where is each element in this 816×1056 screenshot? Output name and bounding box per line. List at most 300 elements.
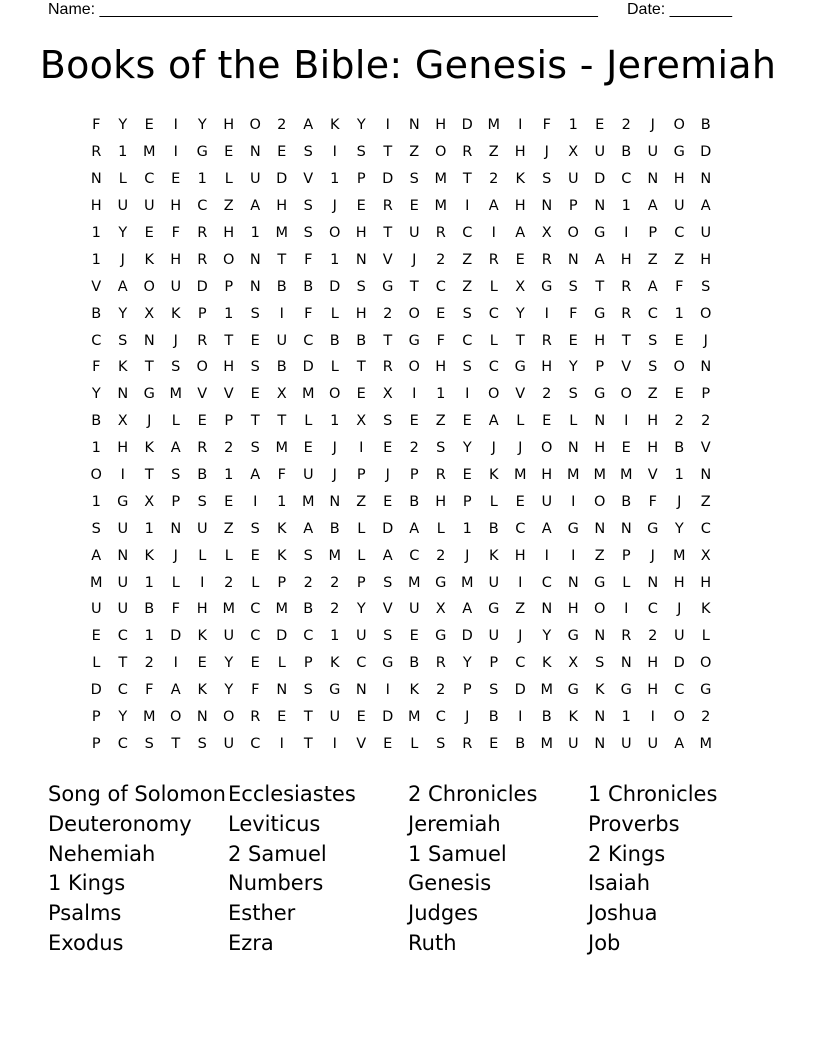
grid-letter[interactable]: H (647, 440, 659, 457)
grid-letter[interactable]: I (544, 305, 549, 322)
grid-letter[interactable]: R (435, 225, 446, 241)
grid-letter[interactable]: X (144, 305, 155, 322)
grid-letter[interactable]: U (223, 735, 235, 752)
grid-letter[interactable]: I (412, 386, 417, 403)
grid-letter[interactable]: 1 (330, 251, 340, 268)
grid-letter[interactable]: H (647, 413, 659, 430)
grid-letter[interactable]: C (462, 332, 473, 349)
grid-letter[interactable]: K (409, 682, 419, 699)
grid-letter[interactable]: I (544, 547, 549, 564)
grid-letter[interactable]: T (383, 332, 393, 349)
grid-letter[interactable]: B (329, 520, 340, 537)
grid-letter[interactable]: 2 (383, 305, 393, 322)
grid-letter[interactable]: 1 (277, 493, 287, 510)
grid-letter[interactable]: N (249, 251, 261, 268)
grid-letter[interactable]: H (170, 198, 182, 215)
grid-letter[interactable]: L (357, 547, 366, 564)
grid-letter[interactable]: M (434, 198, 447, 215)
grid-letter[interactable]: F (648, 493, 657, 510)
grid-letter[interactable]: A (303, 520, 314, 537)
grid-letter[interactable]: H (435, 117, 447, 134)
grid-letter[interactable]: L (330, 305, 339, 322)
grid-letter[interactable]: E (409, 413, 419, 430)
grid-letter[interactable]: Y (118, 305, 128, 322)
grid-letter[interactable]: E (489, 735, 499, 752)
grid-letter[interactable]: A (91, 547, 102, 564)
grid-letter[interactable]: C (250, 628, 261, 645)
grid-letter[interactable]: K (170, 305, 181, 322)
grid-letter[interactable]: C (541, 574, 552, 591)
grid-letter[interactable]: E (356, 709, 366, 726)
grid-letter[interactable]: E (91, 628, 101, 645)
grid-letter[interactable]: S (356, 278, 366, 295)
grid-letter[interactable]: N (567, 251, 579, 268)
grid-letter[interactable]: L (224, 171, 233, 188)
grid-letter[interactable]: I (173, 117, 178, 134)
grid-letter[interactable]: Z (435, 413, 446, 430)
grid-letter[interactable]: K (594, 682, 605, 699)
grid-letter[interactable]: B (91, 305, 102, 322)
grid-letter[interactable]: E (197, 413, 207, 430)
grid-letter[interactable]: N (541, 198, 553, 215)
grid-letter[interactable]: B (541, 709, 552, 726)
grid-letter[interactable]: 1 (197, 171, 207, 188)
grid-letter[interactable]: D (382, 171, 394, 188)
grid-letter[interactable]: E (383, 735, 393, 752)
grid-letter[interactable]: 1 (436, 386, 446, 403)
grid-letter[interactable]: O (408, 359, 420, 376)
grid-letter[interactable]: H (435, 493, 447, 510)
grid-letter[interactable]: 2 (542, 386, 552, 403)
grid-letter[interactable]: G (700, 682, 712, 699)
grid-letter[interactable]: P (568, 198, 578, 215)
grid-letter[interactable]: U (408, 601, 420, 618)
grid-letter[interactable]: P (621, 547, 631, 564)
grid-letter[interactable]: P (356, 574, 366, 591)
grid-letter[interactable]: G (435, 574, 447, 591)
grid-letter[interactable]: L (304, 413, 313, 430)
grid-letter[interactable]: P (462, 682, 472, 699)
grid-letter[interactable]: S (436, 735, 446, 752)
grid-letter[interactable]: X (117, 413, 128, 430)
grid-letter[interactable]: D (700, 144, 712, 161)
grid-letter[interactable]: Z (647, 251, 658, 268)
grid-letter[interactable]: T (383, 225, 393, 241)
grid-letter[interactable]: I (173, 144, 178, 161)
grid-letter[interactable]: C (303, 628, 314, 645)
grid-letter[interactable]: 2 (648, 628, 658, 645)
grid-letter[interactable]: I (650, 709, 655, 726)
grid-letter[interactable]: X (515, 278, 526, 295)
grid-letter[interactable]: J (677, 493, 682, 510)
grid-letter[interactable]: U (647, 144, 659, 161)
grid-letter[interactable]: L (701, 628, 710, 645)
grid-letter[interactable]: J (332, 467, 337, 484)
grid-letter[interactable]: M (89, 574, 103, 591)
grid-letter[interactable]: Z (223, 198, 234, 215)
grid-letter[interactable]: G (143, 386, 155, 403)
grid-letter[interactable]: G (567, 682, 579, 699)
grid-letter[interactable]: S (303, 198, 313, 215)
grid-letter[interactable]: S (383, 574, 393, 591)
grid-letter[interactable]: S (542, 171, 552, 188)
grid-letter[interactable]: S (303, 547, 313, 564)
grid-letter[interactable]: S (303, 682, 313, 699)
grid-letter[interactable]: F (675, 278, 684, 295)
grid-letter[interactable]: A (250, 198, 261, 215)
grid-letter[interactable]: R (91, 144, 102, 161)
grid-letter[interactable]: B (303, 278, 314, 295)
grid-letter[interactable]: G (408, 332, 420, 349)
grid-letter[interactable]: U (329, 709, 341, 726)
grid-letter[interactable]: U (488, 574, 500, 591)
grid-letter[interactable]: N (594, 520, 606, 537)
grid-letter[interactable]: G (382, 278, 394, 295)
grid-letter[interactable]: N (567, 440, 579, 457)
grid-letter[interactable]: A (594, 251, 605, 268)
grid-letter[interactable]: L (171, 413, 180, 430)
grid-letter[interactable]: L (622, 574, 631, 591)
grid-letter[interactable]: R (435, 655, 446, 672)
grid-letter[interactable]: T (409, 278, 419, 295)
grid-letter[interactable]: C (435, 278, 446, 295)
grid-letter[interactable]: J (147, 413, 152, 430)
grid-letter[interactable]: F (542, 117, 551, 134)
grid-letter[interactable]: O (673, 359, 685, 376)
grid-letter[interactable]: U (673, 198, 685, 215)
grid-letter[interactable]: J (385, 467, 390, 484)
grid-letter[interactable]: L (489, 278, 498, 295)
grid-letter[interactable]: H (647, 655, 659, 672)
grid-letter[interactable]: A (117, 278, 128, 295)
grid-letter[interactable]: L (410, 735, 419, 752)
grid-letter[interactable]: I (332, 144, 337, 161)
grid-letter[interactable]: B (276, 359, 287, 376)
grid-letter[interactable]: U (196, 520, 208, 537)
grid-letter[interactable]: B (144, 601, 155, 618)
grid-letter[interactable]: F (277, 467, 286, 484)
grid-letter[interactable]: J (173, 547, 178, 564)
grid-letter[interactable]: R (197, 440, 208, 457)
grid-letter[interactable]: M (672, 547, 686, 564)
grid-letter[interactable]: Y (224, 682, 234, 699)
grid-letter[interactable]: J (650, 117, 655, 134)
grid-letter[interactable]: Y (118, 225, 128, 241)
grid-letter[interactable]: N (647, 171, 659, 188)
grid-letter[interactable]: 1 (91, 440, 101, 457)
grid-letter[interactable]: S (171, 467, 181, 484)
grid-letter[interactable]: E (462, 467, 472, 484)
grid-letter[interactable]: C (144, 171, 155, 188)
grid-letter[interactable]: I (571, 547, 576, 564)
grid-letter[interactable]: G (514, 359, 526, 376)
grid-letter[interactable]: M (142, 709, 156, 726)
grid-letter[interactable]: N (117, 386, 129, 403)
grid-letter[interactable]: R (250, 709, 261, 726)
grid-letter[interactable]: H (514, 547, 526, 564)
grid-letter[interactable]: D (673, 655, 685, 672)
grid-letter[interactable]: N (594, 413, 606, 430)
grid-letter[interactable]: U (249, 171, 261, 188)
grid-letter[interactable]: N (594, 709, 606, 726)
grid-letter[interactable]: B (197, 467, 208, 484)
grid-letter[interactable]: S (91, 520, 101, 537)
grid-letter[interactable]: L (489, 332, 498, 349)
grid-letter[interactable]: M (434, 171, 447, 188)
grid-letter[interactable]: S (595, 655, 605, 672)
grid-letter[interactable]: U (170, 278, 182, 295)
grid-letter[interactable]: S (462, 359, 472, 376)
grid-letter[interactable]: J (518, 628, 523, 645)
grid-letter[interactable]: U (620, 735, 632, 752)
grid-letter[interactable]: D (302, 359, 314, 376)
grid-letter[interactable]: L (516, 413, 525, 430)
grid-letter[interactable]: I (465, 386, 470, 403)
grid-letter[interactable]: C (488, 305, 499, 322)
grid-letter[interactable]: I (200, 574, 205, 591)
grid-letter[interactable]: L (118, 171, 127, 188)
grid-letter[interactable]: U (90, 601, 102, 618)
grid-letter[interactable]: V (700, 440, 711, 457)
grid-letter[interactable]: E (250, 332, 260, 349)
grid-letter[interactable]: D (90, 682, 102, 699)
grid-letter[interactable]: 1 (674, 305, 684, 322)
grid-letter[interactable]: Y (462, 655, 472, 672)
grid-letter[interactable]: N (276, 682, 288, 699)
grid-letter[interactable]: B (356, 332, 367, 349)
grid-letter[interactable]: H (514, 144, 526, 161)
grid-letter[interactable]: X (541, 225, 552, 241)
grid-letter[interactable]: H (647, 682, 659, 699)
grid-letter[interactable]: H (355, 225, 367, 241)
grid-letter[interactable]: T (250, 413, 260, 430)
grid-letter[interactable]: Y (118, 709, 128, 726)
grid-letter[interactable]: H (594, 440, 606, 457)
grid-letter[interactable]: L (436, 520, 445, 537)
grid-letter[interactable]: 2 (303, 574, 313, 591)
grid-letter[interactable]: G (488, 601, 500, 618)
grid-letter[interactable]: 2 (224, 440, 234, 457)
grid-letter[interactable]: J (518, 440, 523, 457)
grid-letter[interactable]: A (647, 198, 658, 215)
grid-letter[interactable]: C (515, 655, 526, 672)
grid-letter[interactable]: P (277, 574, 287, 591)
grid-letter[interactable]: E (250, 386, 260, 403)
grid-letter[interactable]: Y (515, 305, 525, 322)
grid-letter[interactable]: S (489, 682, 499, 699)
grid-letter[interactable]: O (196, 359, 208, 376)
grid-letter[interactable]: M (487, 117, 500, 134)
grid-letter[interactable]: X (568, 144, 579, 161)
grid-letter[interactable]: 1 (144, 628, 154, 645)
grid-letter[interactable]: P (701, 386, 711, 403)
grid-letter[interactable]: V (223, 386, 234, 403)
grid-letter[interactable]: P (171, 493, 181, 510)
grid-letter[interactable]: U (117, 520, 129, 537)
grid-letter[interactable]: E (674, 386, 684, 403)
grid-letter[interactable]: I (518, 574, 523, 591)
grid-letter[interactable]: H (514, 198, 526, 215)
grid-letter[interactable]: M (222, 601, 235, 618)
grid-letter[interactable]: E (356, 386, 366, 403)
grid-letter[interactable]: U (302, 467, 314, 484)
grid-letter[interactable]: S (250, 440, 260, 457)
grid-letter[interactable]: A (700, 198, 711, 215)
grid-letter[interactable]: T (303, 735, 313, 752)
grid-letter[interactable]: G (196, 144, 208, 161)
grid-letter[interactable]: M (328, 547, 341, 564)
grid-letter[interactable]: S (250, 520, 260, 537)
grid-letter[interactable]: C (435, 709, 446, 726)
grid-letter[interactable]: C (515, 520, 526, 537)
grid-letter[interactable]: X (435, 601, 446, 618)
grid-letter[interactable]: O (594, 493, 606, 510)
grid-letter[interactable]: G (594, 574, 606, 591)
grid-letter[interactable]: C (674, 682, 685, 699)
grid-letter[interactable]: C (647, 601, 658, 618)
grid-letter[interactable]: B (515, 735, 526, 752)
grid-letter[interactable]: G (673, 144, 685, 161)
grid-letter[interactable]: M (275, 225, 288, 241)
grid-letter[interactable]: Y (356, 601, 366, 618)
grid-letter[interactable]: S (409, 171, 419, 188)
grid-letter[interactable]: I (518, 709, 523, 726)
grid-letter[interactable]: D (382, 709, 394, 726)
grid-letter[interactable]: G (567, 628, 579, 645)
grid-letter[interactable]: B (329, 332, 340, 349)
grid-letter[interactable]: P (356, 467, 366, 484)
grid-letter[interactable]: Y (462, 440, 472, 457)
grid-letter[interactable]: C (303, 332, 314, 349)
grid-letter[interactable]: D (461, 628, 473, 645)
grid-letter[interactable]: E (409, 628, 419, 645)
grid-letter[interactable]: A (409, 520, 420, 537)
grid-letter[interactable]: N (408, 117, 420, 134)
grid-letter[interactable]: K (568, 709, 578, 726)
grid-letter[interactable]: T (224, 332, 234, 349)
grid-letter[interactable]: Z (647, 386, 658, 403)
grid-letter[interactable]: 2 (330, 574, 340, 591)
grid-letter[interactable]: F (304, 251, 313, 268)
grid-letter[interactable]: I (173, 655, 178, 672)
grid-letter[interactable]: J (544, 144, 549, 161)
grid-letter[interactable]: S (250, 359, 260, 376)
grid-letter[interactable]: Y (91, 386, 101, 403)
grid-letter[interactable]: K (144, 547, 154, 564)
grid-letter[interactable]: L (198, 547, 207, 564)
grid-letter[interactable]: E (409, 198, 419, 215)
grid-letter[interactable]: O (488, 386, 500, 403)
grid-letter[interactable]: T (144, 359, 154, 376)
grid-letter[interactable]: E (144, 225, 154, 241)
grid-letter[interactable]: D (329, 278, 341, 295)
grid-letter[interactable]: P (224, 413, 234, 430)
grid-letter[interactable]: E (436, 305, 446, 322)
grid-letter[interactable]: C (356, 655, 367, 672)
grid-letter[interactable]: B (276, 278, 287, 295)
grid-letter[interactable]: X (568, 655, 579, 672)
grid-letter[interactable]: A (170, 440, 181, 457)
grid-letter[interactable]: O (673, 709, 685, 726)
grid-letter[interactable]: U (488, 628, 500, 645)
grid-letter[interactable]: T (171, 735, 181, 752)
grid-letter[interactable]: 2 (701, 709, 711, 726)
grid-letter[interactable]: L (569, 413, 578, 430)
grid-letter[interactable]: I (624, 601, 629, 618)
grid-letter[interactable]: E (171, 171, 181, 188)
grid-letter[interactable]: 1 (330, 628, 340, 645)
grid-letter[interactable]: Z (462, 251, 473, 268)
grid-letter[interactable]: R (621, 305, 632, 322)
grid-letter[interactable]: U (117, 601, 129, 618)
grid-letter[interactable]: I (332, 735, 337, 752)
grid-letter[interactable]: R (382, 198, 393, 215)
grid-letter[interactable]: M (275, 440, 288, 457)
grid-letter[interactable]: N (567, 574, 579, 591)
grid-letter[interactable]: A (303, 117, 314, 134)
grid-letter[interactable]: E (674, 332, 684, 349)
grid-letter[interactable]: E (462, 413, 472, 430)
grid-letter[interactable]: J (465, 547, 470, 564)
date-field-label[interactable]: Date: _______ (627, 1, 732, 18)
grid-letter[interactable]: O (700, 655, 712, 672)
grid-letter[interactable]: N (700, 171, 712, 188)
grid-letter[interactable]: I (253, 493, 258, 510)
grid-letter[interactable]: E (515, 493, 525, 510)
grid-letter[interactable]: U (567, 171, 579, 188)
grid-letter[interactable]: 1 (118, 144, 128, 161)
grid-letter[interactable]: 1 (144, 520, 154, 537)
grid-letter[interactable]: O (90, 467, 102, 484)
grid-letter[interactable]: G (647, 520, 659, 537)
grid-letter[interactable]: V (621, 359, 632, 376)
grid-letter[interactable]: R (197, 332, 208, 349)
grid-letter[interactable]: O (541, 440, 553, 457)
grid-letter[interactable]: N (329, 493, 341, 510)
grid-letter[interactable]: E (383, 440, 393, 457)
grid-letter[interactable]: V (356, 735, 367, 752)
grid-letter[interactable]: R (541, 332, 552, 349)
grid-letter[interactable]: J (173, 332, 178, 349)
grid-letter[interactable]: R (462, 144, 473, 161)
grid-letter[interactable]: U (700, 225, 712, 241)
grid-letter[interactable]: D (514, 682, 526, 699)
grid-letter[interactable]: B (409, 655, 420, 672)
grid-letter[interactable]: S (171, 359, 181, 376)
grid-letter[interactable]: I (120, 467, 125, 484)
grid-letter[interactable]: 2 (409, 440, 419, 457)
grid-letter[interactable]: P (489, 655, 499, 672)
grid-letter[interactable]: F (436, 332, 445, 349)
grid-letter[interactable]: S (436, 440, 446, 457)
grid-letter[interactable]: I (624, 413, 629, 430)
grid-letter[interactable]: J (650, 547, 655, 564)
grid-letter[interactable]: T (383, 144, 393, 161)
grid-letter[interactable]: B (91, 413, 102, 430)
grid-letter[interactable]: K (488, 467, 499, 484)
grid-letter[interactable]: R (382, 359, 393, 376)
grid-letter[interactable]: Z (462, 278, 473, 295)
grid-letter[interactable]: B (621, 144, 632, 161)
grid-letter[interactable]: O (143, 278, 155, 295)
grid-letter[interactable]: K (276, 520, 287, 537)
grid-letter[interactable]: P (303, 655, 313, 672)
grid-letter[interactable]: H (117, 440, 129, 457)
grid-letter[interactable]: P (91, 709, 101, 726)
grid-letter[interactable]: G (620, 682, 632, 699)
grid-letter[interactable]: O (567, 225, 579, 241)
grid-letter[interactable]: Z (594, 547, 605, 564)
